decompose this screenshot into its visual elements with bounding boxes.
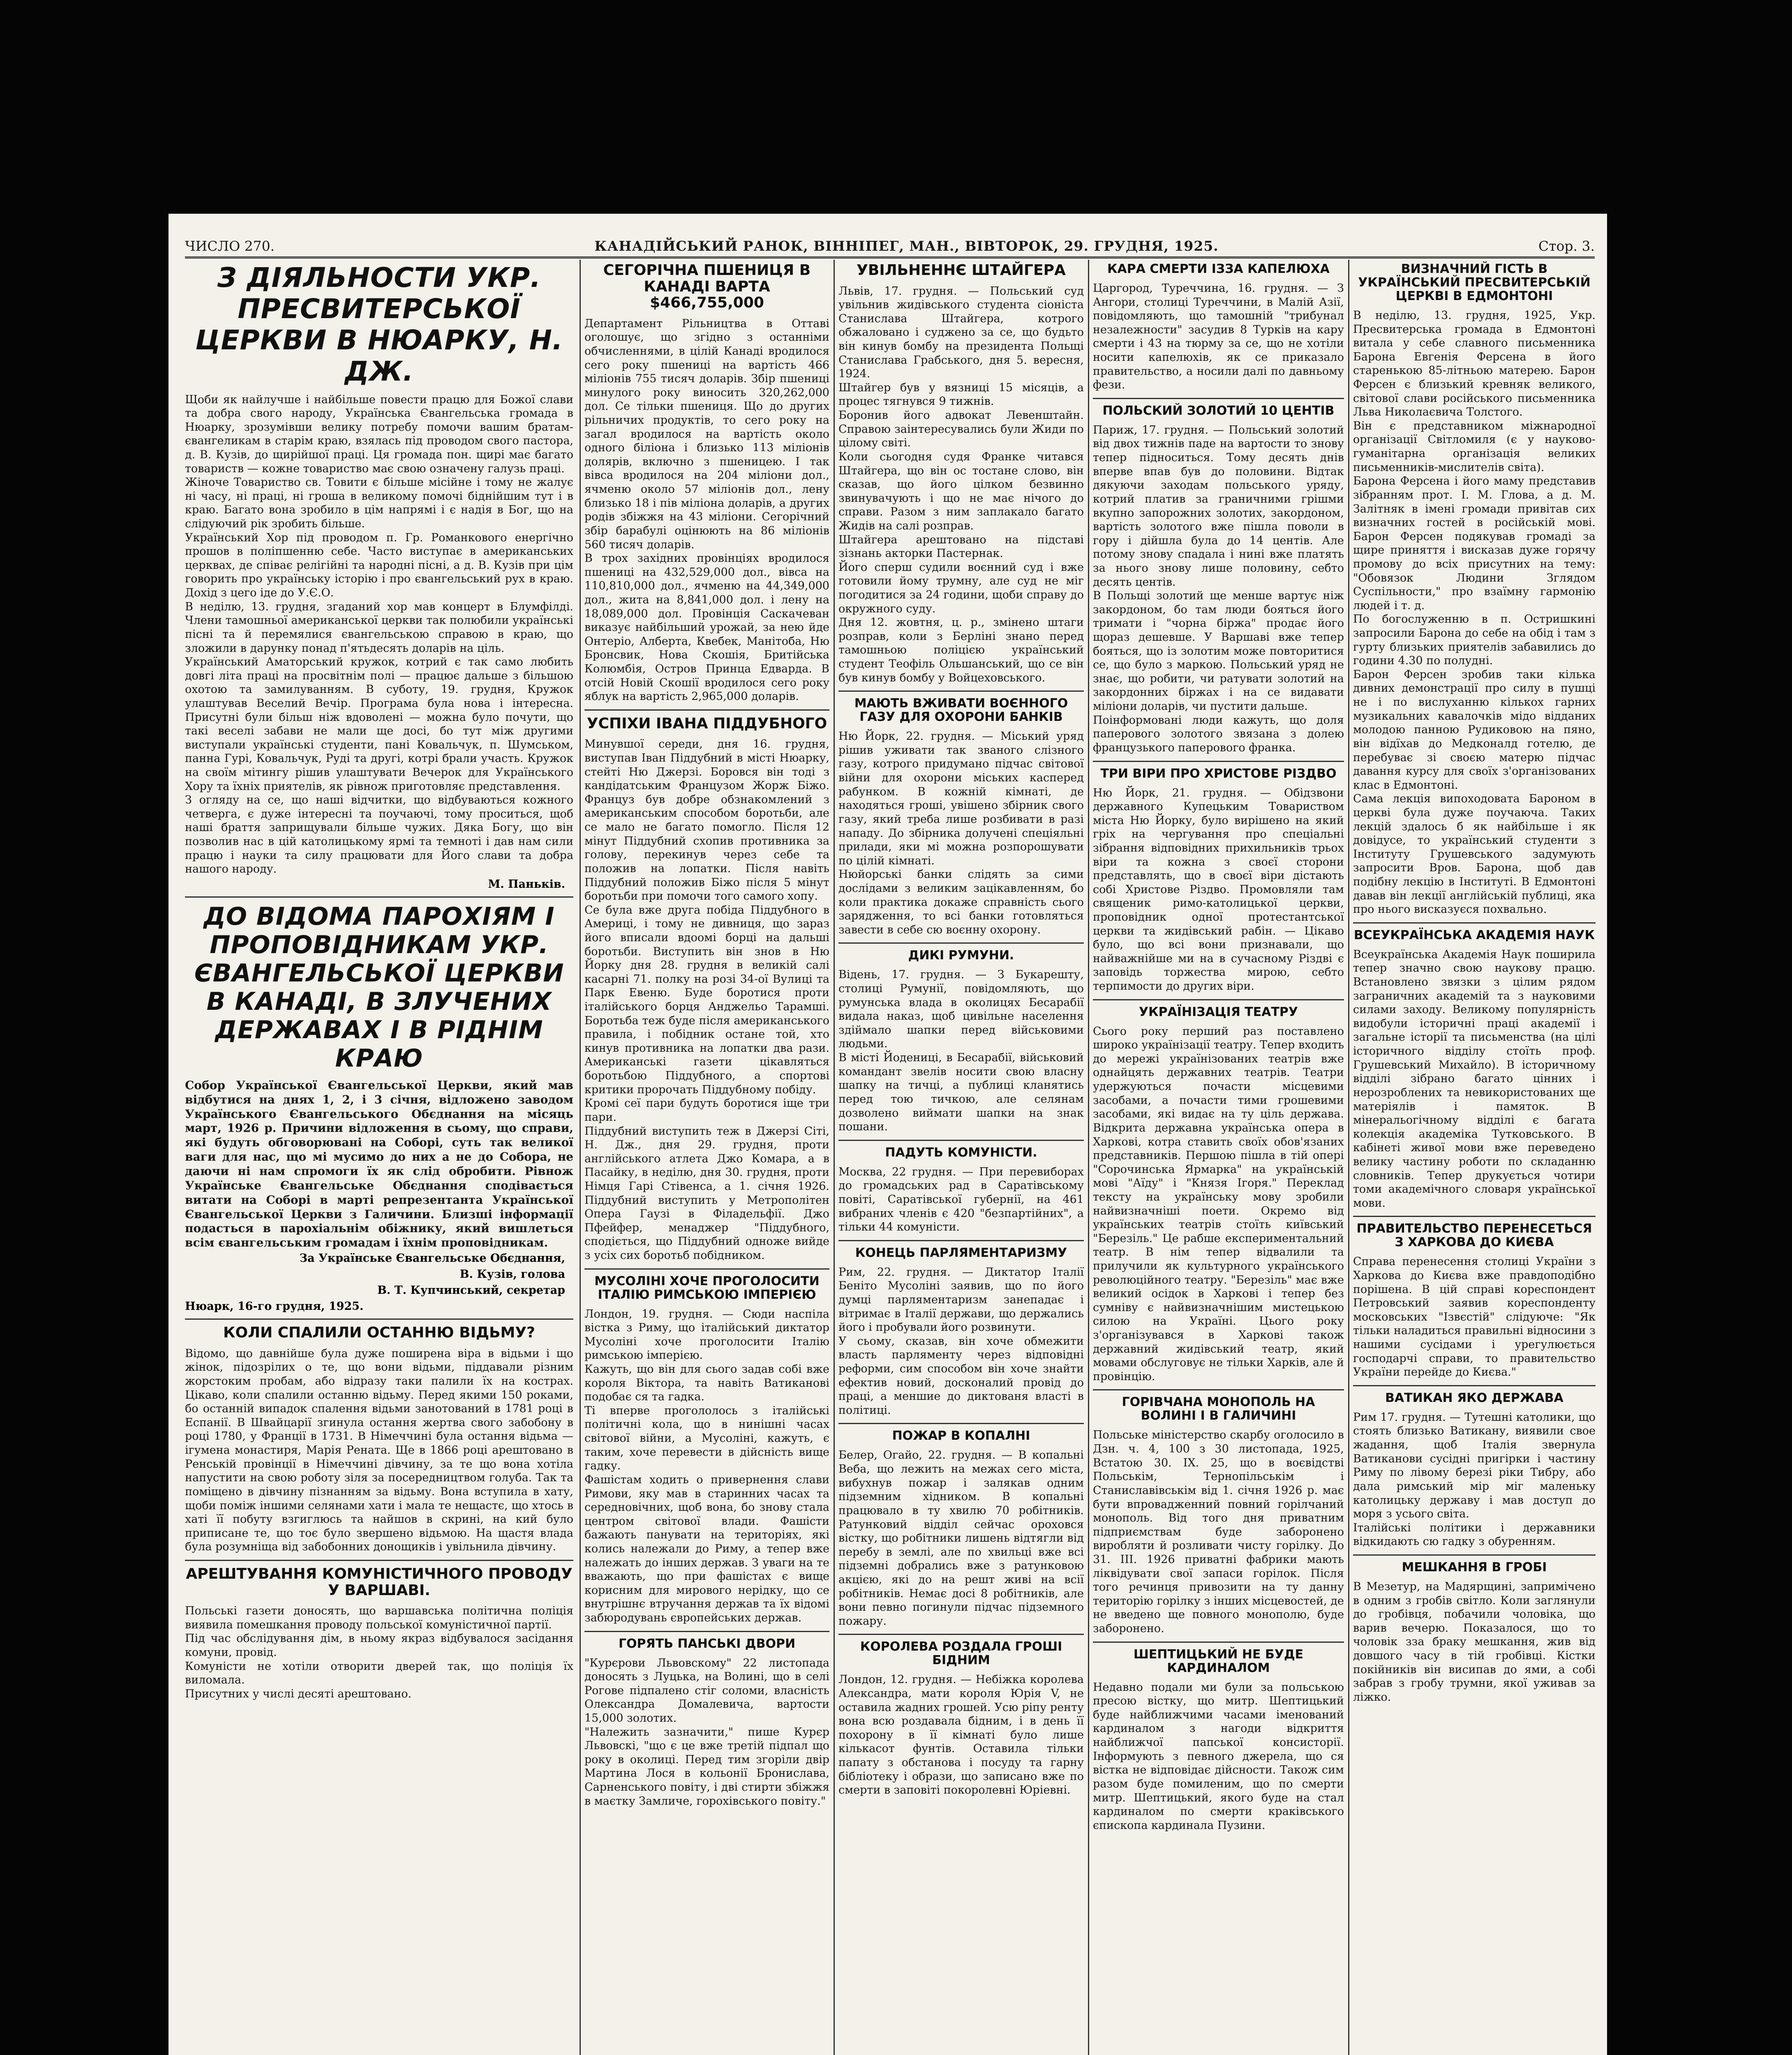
article-title: КОРОЛЕВА РОЗДАЛА ГРОШІ БІДНИМ (860, 1639, 1062, 1668)
article-title: СЕГОРІЧНА ПШЕНИЦЯ В КАНАДІ ВАРТА $466,755,000 (603, 262, 811, 312)
article-body: В Мезетур, на Мадярщині, запримічено в одним з гробів світло. Коли заглянули до гробівця, побачили чоловіка, що варив вечерю. Показалося, що то чоловік зза браку мешкання, жив від довшого часу в тій гробівці. Кістки покійників він висипав до ями, а собі забрав з гробу трумни, якої уживав за ліжко. (1353, 1580, 1596, 1704)
article-body: Ню Йорк, 21. грудня. — Обідзвони державного Купецьким Товариством міста Ню Йорку, було вирішено на який гріх на чергування про спеціальні зібрання відповідних прихильників трьох віри та кожна з своєї сторони представлять, що в своєї віри дістають собі Христове Різдво. Промовляли там священик римо-католицької церкви, проповідник одної протестантської церкви та жидівський рабін. — Цікаво було, що всі вони признавали, що найважнійше ми на в сучасному Різдві є заповідь торжества мирою, себто терпимости до других віри. (1093, 786, 1344, 993)
divider (838, 690, 1084, 692)
article-title: КОЛИ СПАЛИЛИ ОСТАННЮ ВІДЬМУ? (223, 1324, 535, 1342)
article-title: ВАТИКАН ЯКО ДЕРЖАВА (1385, 1390, 1563, 1405)
article-title: УВІЛЬНЕННЄ ШТАЙГЕРА (857, 262, 1066, 279)
article-title: ПОЖАР В КОПАЛНІ (892, 1429, 1030, 1443)
article-title: МЕШКАННЯ В ГРОБІ (1402, 1560, 1547, 1575)
article-body: Минувшої середи, дня 16. грудня, виступав Іван Піддубний в місті Нюарку, стейті Ню Джерзі. Боровся він тоді з кандідатським Французом Жорж Біжо. Француз був добре обзнакомлений з американським способом боротьби, але се мало не багато помогло. Після 12 мінут Піддубний схопив противника за голову, перекинув через себе та положив на лопатки. Після навіть Піддубний положив Біжо після 5 мінут боротьби при помочи того самого хопу. Се була вже друга побіда Піддубного в Америці, і тому не дивниця, що зараз його вписали вдоомі борці на дальші боротьби. Виступить він знов в Ню Йорку дня 28. грудня в великій салі касарні 71. полку на розі 34-ої Вулиці та Парк Евеню. Буде боротися проти італійського борця Анджельо Тарамші. Боротьба теж буде після американського правила, і побідник остане той, хто кинув противника на лопатки два рази. Американські газети цікавляться боротьбою Піддубного, а спортові критики пророчать Піддубному побіду. Кромі сеї пари будуть боротися іще три пари. Піддубний виступить теж в Джерзі Сіті, Н. Дж., дня 29. грудня, проти англійського атлета Джо Комара, а в Пасайку, в неділю, дня 30. грудня, проти Німця Гарі Стівенса, а 1. січня 1926. Піддубний виступить у Метрополітен Опера Гаузі в Філадельфії. Джо Пфейфер, менаджер "Піддубного, сподіється, що Піддубний одноже вийде з усіх сих боротьб побідником. (584, 738, 829, 1262)
issue-number: ЧИСЛО 270. (185, 238, 275, 254)
article-title: З ДІЯЛЬНОСТИ УКР. ПРЕСВИТЕРСЬКОЇ ЦЕРКВИ В НЮАРКУ, Н. ДЖ. (195, 262, 563, 387)
divider (185, 1318, 573, 1320)
article-body: Царгород, Туреччина, 16. грудня. — З Ангори, столиці Туреччини, в Малій Азії, повідомляють, що тамошній "трибунал незалежности" засудив 8 Турків на кару смерти і 43 на тюрму за се, що не хотіли носити капелюхів, як се приказало правительство, а носили далі по давньому фези. (1093, 282, 1344, 392)
article-title: КАРА СМЕРТИ ІЗЗА КАПЕЛЮХА (1107, 262, 1330, 276)
article-body: Відень, 17. грудня. — З Букарешту, столиці Румунії, повідомляють, що румунська влада в околицях Бесарабії видала наказ, щоб цивільне населення здіймало шапки перед військовими людьми. В місті Йодениці, в Бесарабії, військовий командант звелів носити свою власну шапку на тичці, а публиці кланятись перед тою тичкою, але селянам дозволено виймати шапки на знак пошани. (838, 968, 1084, 1134)
page-number: Стор. 3. (1538, 238, 1595, 254)
article-body: Лондон, 12. грудня. — Небіжка королева Александра, мати короля Юрія V, не оставила жадних грошей. Усю ріпу ренту вона всю роздавала бідним, і в день її похорону в її кімнаті було лише кількасот фунтів. Оставила тільки папату з обстанова і посуду та гарну бібліотеку і образи, що записано вже по смерти в заповіті покоролевні Юріевні. (838, 1673, 1084, 1797)
article-title: УСПІХИ ІВАНА ПІДДУБНОГО (587, 715, 827, 732)
divider (1093, 999, 1344, 1000)
article-body: Белер, Огайо, 22. грудня. — В копальні Веба, що лежить на межах сего міста, вибухнув пожар і залякав одним підземним хідником. В копальні працювало в ту хвилю 70 робітників. Ратунковий відділ сейчас ороховся вістку, що робітники лишень відтягли від перебу в землі, але по хвильці вже всі підземні добрались вже з ратунковою акцією, які до на решт живі на всії робітників. Немає досі 8 робітників, але вони певно погинули підчас підземного пожару. (838, 1449, 1084, 1628)
article-body: Ню Йорк, 22. грудня. — Міський уряд рішив уживати так званого слізного газу, котрого придумано підчас світової війни для охорони міських касперед рабунком. В кожній кімнаті, де находяться гроші, увішено збірник свого газу, який треба лише розбивати в разі нападу. До збірника долучені спеціяльні прилади, яки мі можна розпорошувати по цілій кімнаті. Нюйорські банки слідять за сими дослідами з великим зацікавленням, бо коли практика докаже справність сього зарядження, то всі банки готовляться завести в себе сю воєнну охорону. (838, 730, 1084, 936)
article-body: Рим 17. грудня. — Тутешні католики, що стоять близько Ватикану, виявили свое жадання, щоб Італія звернула Ватиканови сусідні пригірки і частину Риму по лівому березі ріки Тибру, або дала римський мір міг маленьку католицьку державу і мав доступ до моря з усього світа. Італійські політики і державники відкидають сю гадку з обуренням. (1353, 1411, 1596, 1548)
newspaper-title-date: КАНАДІЙСЬКИЙ РАНОК, ВІННІПЕГ, МАН., ВІВТОРОК, 29. ГРУДНЯ, 1925. (594, 238, 1219, 254)
column-3 (838, 258, 1084, 2055)
divider (838, 942, 1084, 944)
article-title: ВИЗНАЧНИЙ ГІСТЬ В УКРАЇНСЬКИЙ ПРЕСВИТЕРСЬКІЙ ЦЕРКВІ В ЕДМОНТОНІ (1358, 262, 1591, 303)
article-body: "Курєрови Львовскому" 22 листопада доносять з Луцька, на Волині, що в селі Рогове підпалено стіг соломи, власність Олександра Домалевича, вартости 15,000 золотих. "Належить зазначити," пише Курєр Львовскі, "що є це вже третій підпал що року в околиці. Перед тим згоріли двір Мартина Лося в кольонії Бронислава, Сарненського повіту, і дві стирти збіжжя в маєтку Замличе, горохівського повіту." (584, 1656, 829, 1808)
article-body: Рим, 22. грудня. — Диктатор Італії Беніто Мусоліні заявив, що по його думці парляментаризм занепадає і вітримає в Італії держави, що держались його і пробували його розвинути. У сьому, сказав, він хоче обмежити власть парляменту через відповідні реформи, сим способом він хоче знайти ефектив новий, досконалий провід до праці, а меншие до диктованя власті в політиці. (838, 1265, 1084, 1417)
column-rule (1348, 260, 1349, 2055)
divider (584, 1268, 829, 1270)
article-title: УКРАЇНІЗАЦІЯ ТЕАТРУ (1138, 1004, 1298, 1019)
article-body: Собор Української Євангельської Церкви, який мав відбутися на днях 1, 2, і 3 січня, відложено заводом Українського Євангельського Обєднання на місяць март, 1926 р. Причини відложення в сьому, що справи, які будуть обговорювані на Соборі, суть так великої ваги для нас, що мі мусимо до них а не до Собора, не даючи ні нам спромоги їх як слід обробити. Рівнож Українське Євангельське Обєднання сподівається витати на Соборі в марті репрезентанта Української Євангельської Церкви з Галичини. Близші інформації подасться в пароxіальнім обіжнику, який вишлеться всім євангельським громадам і їхнім проповідникам. (185, 1078, 573, 1250)
article-title: ВСЕУКРАЇНСЬКА АКАДЕМІЯ НАУК (1353, 928, 1595, 942)
article-signature: М. Панькiв. (488, 877, 565, 891)
signature-line: За Українське Євангельське Обєднання, (299, 1252, 565, 1265)
divider (185, 1560, 573, 1561)
article-title: ГОРІВЧАНА МОНОПОЛЬ НА ВОЛИНІ І В ГАЛИЧИНІ (1122, 1395, 1315, 1423)
article-title: ШЕПТИЦЬКИЙ НЕ БУДЕ КАРДИНАЛОМ (1133, 1647, 1304, 1675)
article-body: Щоби як найлучше і найбільше повести працю для Божої слави та добра свого народу, Українська Євангельська громада в Нюарку, зрозумівши велику потребу помочи вашим братам-євангеликам в старім краю, взялась під проводом свого пастора, д. В. Кузів, до щирійшої праці. Ця громада пон. щирі має багато товариств — кожне товариство має свою означену галузь праці. Жіноче Товариство св. Товити є більше місійне і тому не жалує ні часу, ні праці, ні гроша в великому помочі біднійшим тут і в краю. Багато вона зробило в цім напрямі і є надія в Бог, що на слідуючий рік зробить більше. Український Хор під проводом п. Гр. Романкового енергічно прошов в поліпшенню себе. Часто виступає в американських церквах, де співає релігійні та народні пісні, а д. В. Кузів при цім говорить про українську історію і про євангельський рух в краю. Дохід з цего іде до У.Є.О. В неділю, 13. грудня, згаданий хор мав концерт в Блумфілді. Члени тамошньої американської церкви так полюбили українські пісні та й перемялися євангельською справою в краю, що зложили в дарунку понад п'ятьдесять доларів на ціль. Український Аматорський кружок, котрий є так само любить довгі літа праці на просвітнім полі — працює дальше з більшою охотою та замилуванням. В суботу, 19. грудня, Кружок улаштував Веселий Вечір. Програма була нова і інтересна. Присутні були більш ніж вдоволені — можна було почути, що такі веселі забави не мали ще досі, бо тут між другими виступали українські студенти, пані Ковальчук, п. Шумськом, панна Гурі, Ковальчук, Руді та другі, котрі брали участь. Кружок на своїм мітингу рішив улаштувати Вечерок для Українського Хору та їхніх приятелів, як рівнож приготовляє представлення. З огляду на се, що наші відчитки, що відбуваються кожного четверга, є дуже інтересні та поучаючі, тому проситься, щоб наші браття заприщували більше чужих. Дяка Богу, що він позволив нас в цій католицькому ярмі та темноті і дав нам сили працю і науки та силу працювати для Його слави та добра нашого народу. (185, 393, 573, 876)
article-title: ПАДУТЬ КОМУНІСТИ. (885, 1145, 1037, 1160)
column-5 (1353, 258, 1596, 2055)
column-2 (584, 258, 829, 2055)
article-body: Відомо, що давнійше була дуже поширена віра в відьми і що жінок, підозрілих о те, що вони відьми, піддавали різним жорстоким пробам, або відразу таки палили їх на кострах. Цікаво, коли спалили останню відьму. Перед якими 150 роками, бо останній випадок спалення відьми занотований в 1781 році в Еспанії. В Швайцарії згинула остання жертва свого забобону в році 1780, у Франції в 1731. В Німеччині була остання відьма — ігумена монастиря, Марія Рената. Ще в 1866 році арештовано в Ренській провінції в Німеччині дівчину, за те що вона хотіла напустити на свою роботу зіля за посередництвом голуба. Так та поміщено в дівчину пізнанням за відьму. Вона вступила в хату, щоби поміж іншими селянами хати і мала те нещастє, що хтось в хаті її побуту взгиглюсь та найшов в скрині, на кий було приписане те, що тоє було звершено відьмою. На щастя влада була розумніща від забобонних донощиків і увільнила дівчину. (185, 1347, 573, 1554)
article-body: Всеукраїнська Академія Наук поширила тепер значно свою наукову працю. Встановлено звязки з цілим рядом заграничних академій та з науковими силами заходу. Великому популярність видобули історичні праці академії і загальне історії та письменства (на цілі історичного відділу стоїть проф. Грушевський Михайло). В історичному відділі зібрано багато цінних і нерозроблених та невикористованих ще матеріялів і памяток. В мінеральогічному відділі є багата колекція академіка Тутковського. В кабінеті живої мови вже переведено велику частину роботи по складанню словників. Тепер друкується чотири томи академічного словаря української мови. (1353, 948, 1596, 1210)
divider (584, 1631, 829, 1632)
divider (1353, 1216, 1596, 1217)
newspaper-page (169, 214, 1607, 2055)
signature-line: В. Кузів, голова (460, 1268, 565, 1281)
article-title: ТРИ ВІРИ ПРО ХРИСТОВЕ РІЗДВО (1100, 766, 1337, 781)
divider (838, 1140, 1084, 1141)
article-body: Недавно подали ми були за польською пресою вістку, що митр. Шептицький буде найближчими часами іменований кардиналом з нагоди відкриття найближчої папської консисторії. Інформують з певного джерела, що ся вістка не відповідає дійсности. Також сим разом буде помиленим, що по смерти митр. Шептицький, якого буде на стал кардиналом по смерти краківського єпископа кардинала Пузини. (1093, 1681, 1344, 1832)
masthead (185, 235, 1595, 259)
article-title: МАЮТЬ ВЖИВАТИ ВОЄННОГО ГАЗУ ДЛЯ ОХОРОНИ БАНКІВ (854, 696, 1068, 725)
divider (584, 709, 829, 711)
article-title: МУСОЛІНІ ХОЧЕ ПРОГОЛОСИТИ ІТАЛІЮ РИМСЬКОЮ ІМПЕРІЄЮ (594, 1274, 820, 1302)
divider (1093, 398, 1344, 399)
divider (1353, 1554, 1596, 1556)
article-body: Польське міністерство скарбу оголосило в Дзн. ч. 4, 100 з 30 листопада, 1925, Встатою 30. IX. 25, що в воєвідстві Польськім, Тернопільськім і Станиславівськім від 1. січня 1926 р. має бути впровадженний повний горілчаний монополь. Від того дня приватним підприємствам буде заборонено виробляти й розливати чисту горілку. До 31. III. 1926 приватні фабрики мають ліквідувати свої запаси горілок. Після того речинця привозити на ту данну територію горілку з інших місцевостей, де не введено ще повного монополю, буде заборонено. (1093, 1429, 1344, 1635)
divider (1353, 1385, 1596, 1386)
divider (1093, 1389, 1344, 1390)
column-1 (185, 258, 573, 2055)
divider (1093, 761, 1344, 762)
divider (185, 896, 573, 898)
divider (838, 1423, 1084, 1424)
article-body: Справа перенесення столиці України з Харкова до Києва вже правдоподібно порішена. В цій справі кореспондент Петровський заявив кореспонденту московських "Ізвєстій" слідуюче: "Як тільки наладиться правильні відносини з нашими сусідами і урегулюється господарчі справи, то правительство України перейде до Києва." (1353, 1255, 1596, 1379)
article-body: В неділю, 13. грудня, 1925, Укр. Пресвитерська громада в Едмонтоні витала у себе славного письменника Барона Евгенія Ферсена в його старенькою 85-літньою матерею. Барон Ферсен є близький кревняк великого, світової слави російського письменника Льва Николаєвича Толстого. Він є представником міжнародної організації Світломиля (є у науково-гуманітарна організація великих письменників-мислителів світа). Барона Ферсена і його маму представив зібранням прот. І. М. Гловa, а д. М. Залітняк в імені громади привітав сих визначних гостей в російській мові. Барон Ферсен подякував громаді за щире приняття і висказав дуже горячу промову до всіх присутних на тему: "Обовязок Людини Зглядом Суспільности," про взаїмну гармонію людей і т. д. По богослуженню в п. Остришкині запросили Барона до себе на обід і там з гурту близьких приятелів забавились до години 4.30 по полудні. Барон Ферсен зробив таки кілька дивних демонстрації про силу в пушці не і по вислуханню кількох гарних музикальних кавалочків мідо відданих молодою панною Рудиковою на пяно, він відїхав до Медконалд готелю, де перебуває зі своєю матерю підчас давання курсу для своїх з'організованих клас в Едмонтоні. Сама лекція випоходовата Бароном в церкві була дуже поучаюча. Таких лекцій здалось б як найбільше і як довідусе, то український студенти з Інституту Грушевського задумують запросити Вров. Барона, щоб дав подібну лекцію в Інституті. В Едмонтоні давав він лекції англійській публиці, яка про нього висказуєся похвально. (1353, 309, 1596, 916)
column-4 (1093, 258, 1344, 2055)
article-title: ДИКІ РУМУНИ. (908, 948, 1014, 963)
signature-line: В. Т. Купчинський, секретар (377, 1284, 565, 1297)
article-title: ПРАВИТЕЛЬСТВО ПЕРЕНЕСЕТЬСЯ З ХАРКОВА ДО КИЄВА (1356, 1221, 1592, 1250)
divider (1353, 922, 1596, 924)
divider (838, 1634, 1084, 1635)
column-rule (580, 260, 581, 2055)
article-body: Львів, 17. грудня. — Польський суд увільнив жидівського студента сіоніста Станислава Штайгера, котрого обжаловано і суджено за се, що будьто він кинув бомбу на президента Польщі Станислава Грабського, дня 5. вересня, 1924. Штайгер був у вязниці 15 місяців, а процес тягнувся 9 тижнів. Боронив його адвокат Левенштайн. Справою заінтересувались були Жиди по цілому світі. Коли сьогодня судя Франке читався Штайгера, що він ос тостане слово, він сказав, що його цілком безвинно звинувачують і що не має нічого до справи. Разом з ним заплакало багато Жидів на салі розправ. Штайгера арештовано на підставі зізнань акторки Пастернак. Його сперш судили воєнний суд і вже готовили йому трумну, але суд не міг погодитися за 24 години, щоби справу до окружного суду. Дня 12. жовтня, ц. р., змінено штаги розправ, коли з Берліні знано перед тамошньою поліцією український студент Теофіль Ольшанський, що се він був кинув бомбу у Войцеховського. (838, 284, 1084, 684)
column-rule (1088, 260, 1089, 2055)
article-body: Сього року перший раз поставлено широко українізації театру. Тепер входить до мережі українізованих театрів вже однайцять державних театрів. Театри удержуються почасти місцевими засобами, а почасти тими грошевими засобами, які видає на ту ціль держава. Відкрита державна українська опера в Харкові, котра ставить своїх обов'язаних представників. Першою пішла в тій опері "Сорочинська Ярмарка" на українській мові "Аїду" і "Князя Ігоря." Переклад тексту на українську мову зробили найвизначніші поети. Окремо від українських театрів стоїть київський "Березіль." Це рабше експериментальний театр. В нім тепер відвалили та прилучили як культурного українського революційного театру. "Березіль" має вже великий осідок в Харкові і тепер без сумніву є найвизначнішим мистецькою силою на Україні. Цього року з'організувався в Харкові також державний жидівський театр, який мовами обслуговує не тільки Харків, але й провінцію. (1093, 1025, 1344, 1383)
article-title: ПОЛЬСКИЙ ЗОЛОТИЙ 10 ЦЕНТІВ (1102, 403, 1335, 418)
article-body: Москва, 22 грудня. — При перевиборах до громадських рад в Саратівському повіті, Саратівської губернії, на 461 вибраних членів є 420 "безпартійних", а тільки 44 комуністи. (838, 1165, 1084, 1234)
article-title: КОНЕЦЬ ПАРЛЯМЕНТАРИЗМУ (855, 1245, 1067, 1260)
article-body: Польські газети доносять, що варшавська політична поліція виявила помешкання проводу польської комуністичної партії. Під час обслідування дім, в ньому якраз відбувалося засідання комуни, провід. Комуністи не хотіли отворити дверей так, що поліція їх виломала. Присутних у числі десяті арештовано. (185, 1605, 573, 1700)
article-body: Департамент Рільництва в Оттаві оголошує, що згідно з останніми обчисленнями, в цілій Канаді вродилося сего року пшениці на вартість 466 міліонів 755 тисяч доларів. Збір пшениці минулого року виносить 320,262,000 дол. Се тільки пшениця. Що до других рільничих продуктів, то сего року на загал вродилося на вартість около одного біліона і близько 113 міліонів долярів, включно з пшеницею. І так вівса вродилося на 204 міліони дол., ячменю около 57 міліонів дол., лену близько 18 і пів міліона доларів, а других родів збіжжя на 43 міліони. Сегорічний збір барабулі оцінюють на 86 міліонів 560 тисяч доларів. В трох західних провінціях вродилося пшениці на 432,529,000 дол., вівса на 110,810,000 дол., ячменю на 44,349,000 дол., жита на 8,841,000 дол. і лену на 18,089,000 дол. Провінція Саскачеван виказує найбільший урожай, за нею йде Онтеріо, Алберта, Квебек, Манітоба, Ню Бронсвик, Нова Скошія, Бритійська Колюмбія, Остров Принца Едварда. В отсій Новій Скошії вродилося сего року яблук на вартість 2,965,000 доларів. (584, 317, 829, 703)
column-rule (834, 260, 835, 2055)
article-title: ДО ВІДОМА ПАРОХІЯМ І ПРОПОВІДНИКАМ УКР. ЄВАНГЕЛЬСЬКОЇ ЦЕРКВИ В КАНАДІ, В ЗЛУЧЕНИХ ДЕРЖАВАХ І В РІДНІМ КРАЮ (194, 902, 564, 1073)
article-title: ГОРЯТЬ ПАНСЬКІ ДВОРИ (618, 1636, 796, 1651)
divider (1093, 1642, 1344, 1643)
dateline: Нюарк, 16-го грудня, 1925. (185, 1300, 364, 1313)
article-body: Париж, 17. грудня. — Польський золотий від двох тижнів паде на вартости то знову тепер підноситься. Тому десять днів вперве впав був до половини. Відтак дякуючи заходам польського уряду, котрий платив за граничними грішми вкупно запорожних золотих, закордоном, вартість золотого вже пішла поволи в гору і дійшла була до 14 центів. Але потому знову спадала і нині вже платять за нього знову лише половину, себто десять центів. В Польщі золотий ще менше вартує ніж закордоном, бо там люди бояться його тримати і "чорна біржа" продає його щораз дешевше. У Варшаві вже тепер бояться, що із золотим може повторитися се, що було з маркою. Польський уряд не знає, що робити, чи ратувати золотий на закордонних біржах і на се видавати міліони доларів, чи пустити дальше. Поінформовані люди кажуть, що доля паперового золотого звязана з долею французького паперового франка. (1093, 423, 1344, 754)
divider (838, 1240, 1084, 1241)
article-body: Лондон, 19. грудня. — Сюди наспіла вістка з Риму, що італійський диктатор Мусоліні хоче проголосити Італію римською імперією. Кажуть, що він для сього задав собі вже короля Віктора, та навіть Ватиканові подобає ся та гадка. Ті вперве прогололось з італійські політичні кола, що в нинішні часах світової війни, а Мусоліні, кажуть, є таким, хоче перевести в дійсність вище гадку. Фашістам ходить о привернення слави Римови, яку мав в старинних часах та середновічних, щоб вона, бо знову стала центром світової влади. Фашісти бажають панувати на територіях, які колись належали до Риму, а тепер вже належать до інших держав. З уваги на те вважають, що при фашістах є вище корисним для мирового нерідку, що се внутрішнє втручання держав та їх відомі забюродувань європейських держав. (584, 1307, 829, 1624)
article-title: АРЕШТУВАННЯ КОМУНІСТИЧНОГО ПРОВОДУ У ВАРШАВІ. (186, 1565, 573, 1599)
